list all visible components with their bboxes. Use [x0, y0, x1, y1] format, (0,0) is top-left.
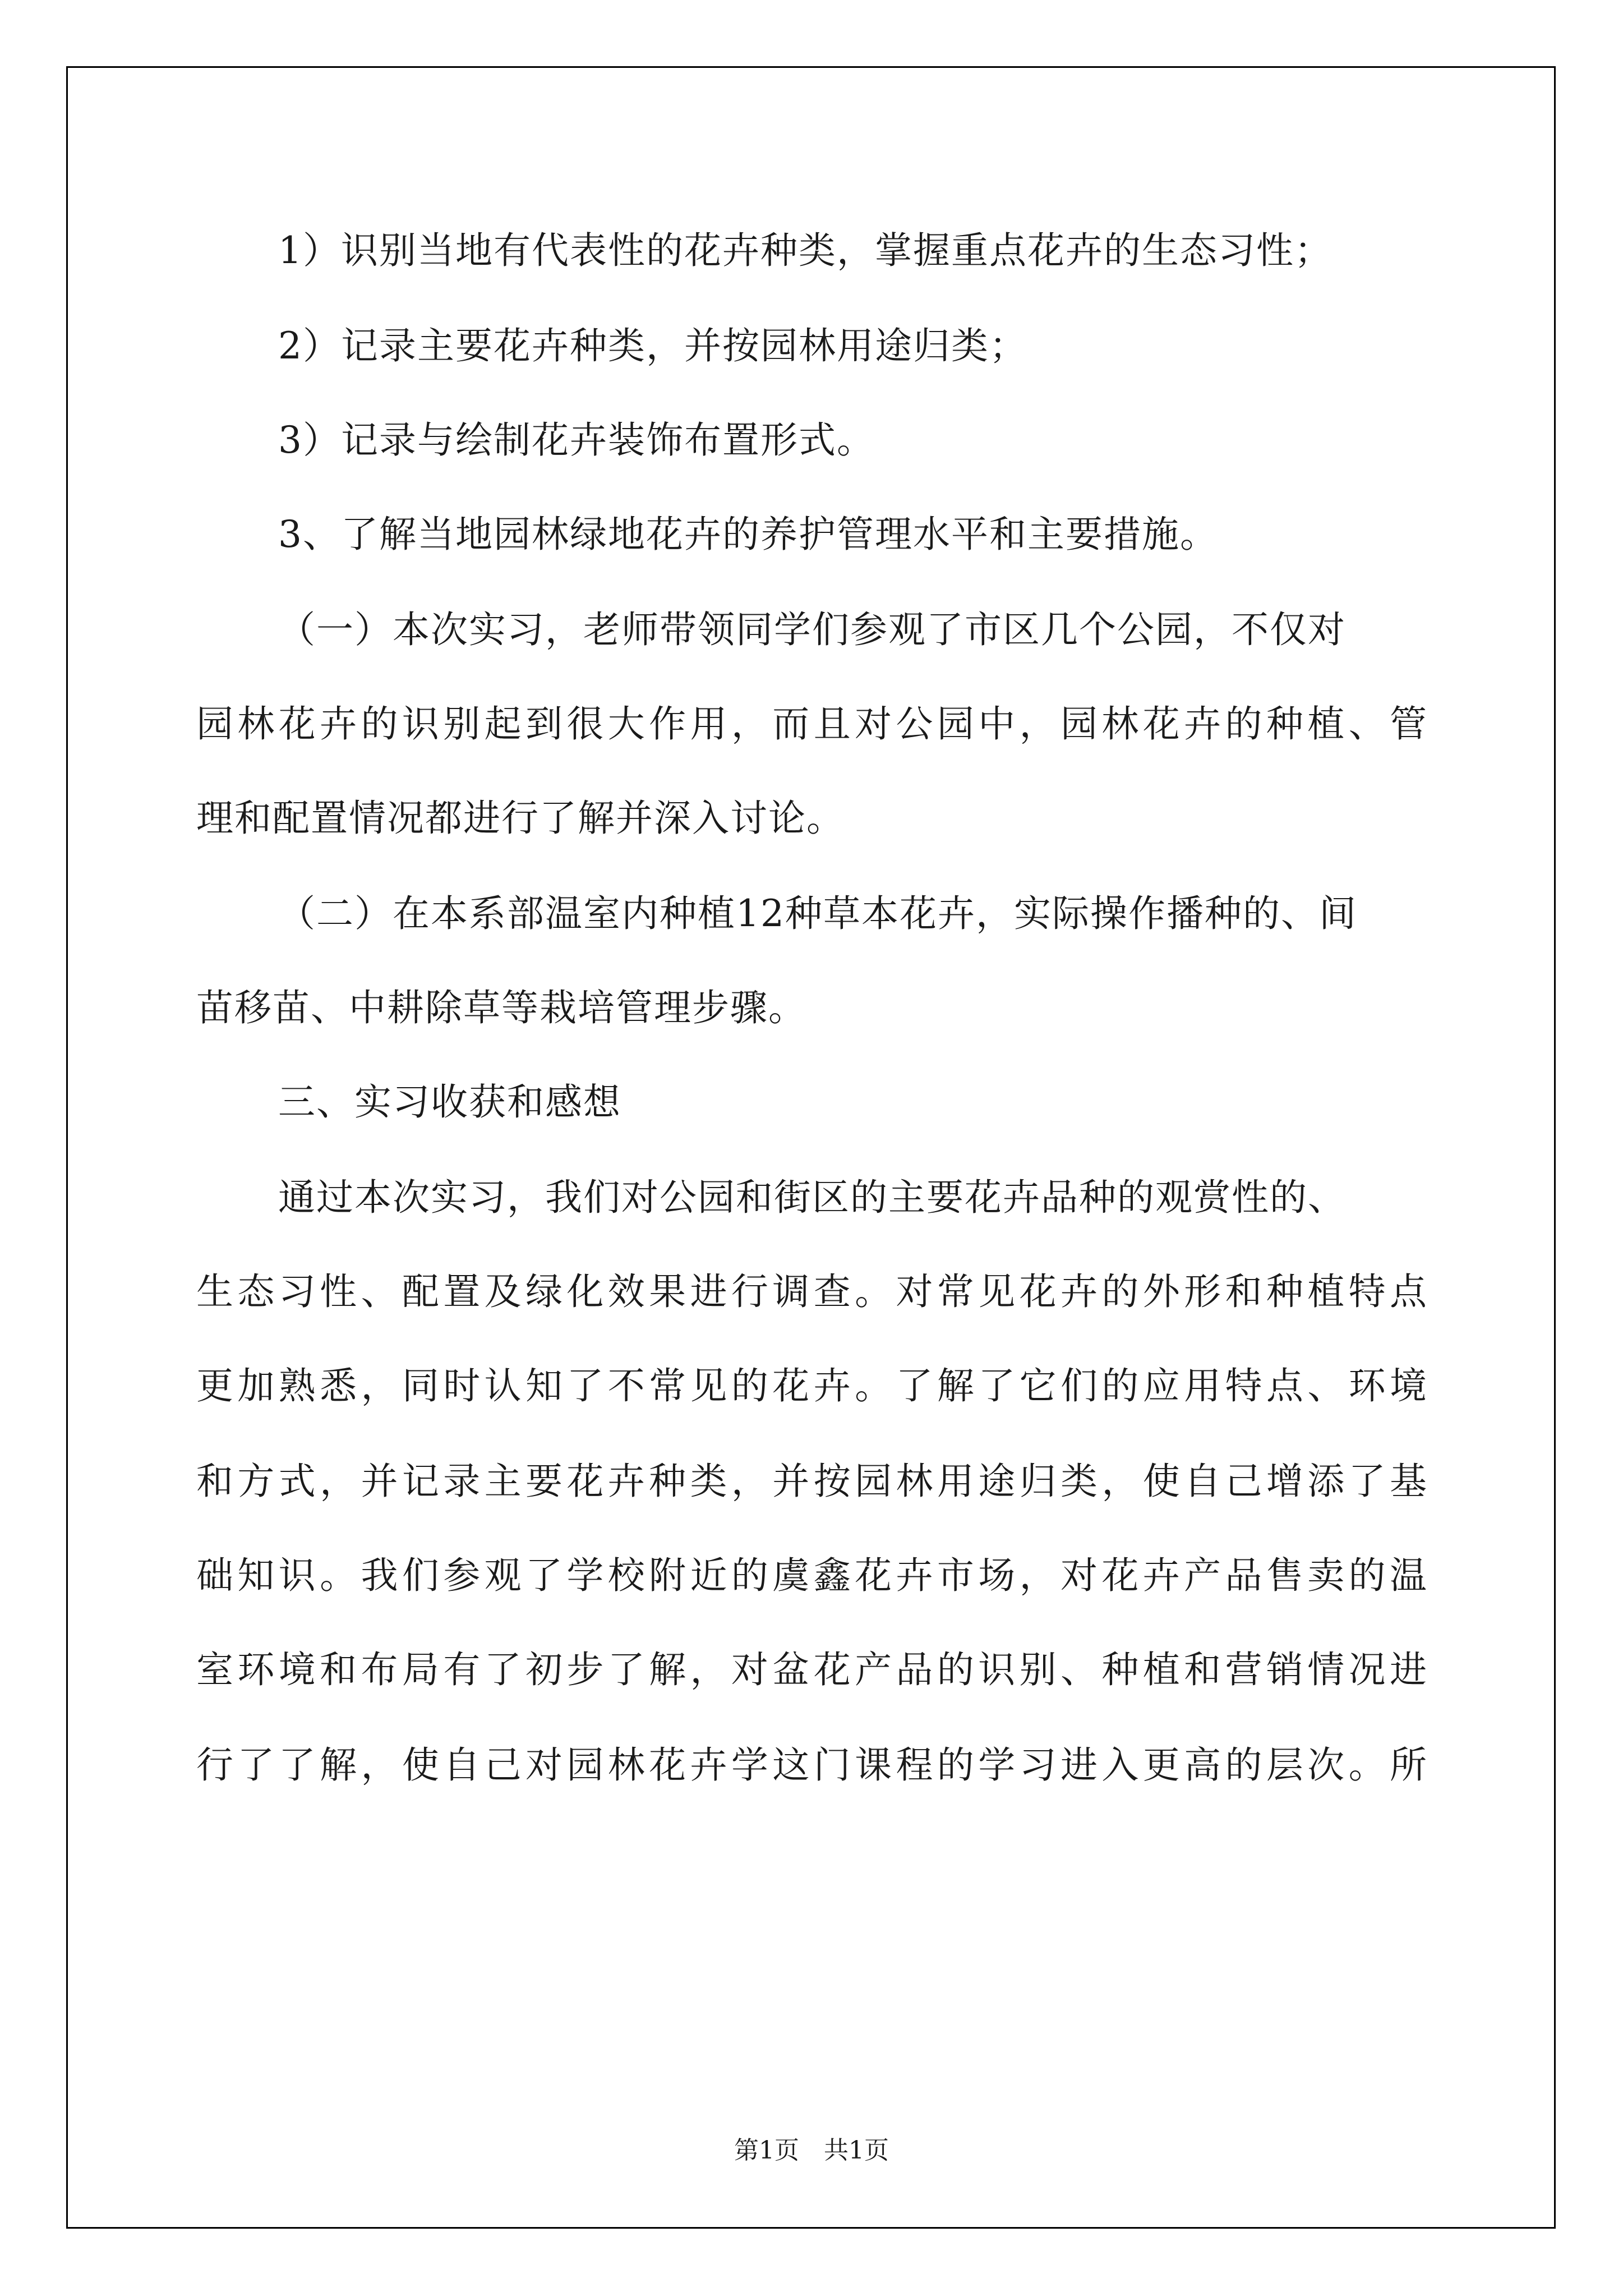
text-line: 和方式，并记录主要花卉种类，并按园林用途归类，使自己增添了基	[196, 1460, 1428, 1503]
text-line: 室环境和布局有了初步了解，对盆花产品的识别、种植和营销情况进	[196, 1648, 1428, 1691]
text-line: （一）本次实习，老师带领同学们参观了市区几个公园，不仅对	[278, 608, 1346, 651]
section-heading: 三、实习收获和感想	[278, 1080, 621, 1124]
text-line: 础知识。我们参观了学校附近的虞鑫花卉市场，对花卉产品售卖的温	[196, 1554, 1428, 1597]
text-line: 2）记录主要花卉种类，并按园林用途归类；	[278, 324, 1027, 367]
text-line: （二）在本系部温室内种植12种草本花卉，实际操作播种的、间	[278, 892, 1357, 935]
text-line: 1）识别当地有代表性的花卉种类，掌握重点花卉的生态习性；	[278, 229, 1332, 272]
text-line: 3）记录与绘制花卉装饰布置形式。	[278, 418, 875, 462]
text-line: 园林花卉的识别起到很大作用，而且对公园中，园林花卉的种植、管	[196, 702, 1428, 746]
text-line: 生态习性、配置及绿化效果进行调查。对常见花卉的外形和种植特点	[196, 1270, 1428, 1313]
text-line: 理和配置情况都进行了解并深入讨论。	[196, 797, 845, 840]
text-line: 行了了解，使自己对园林花卉学这门课程的学习进入更高的层次。所	[196, 1743, 1428, 1787]
page-number-footer: 第1页 共1页	[734, 2136, 889, 2165]
text-line: 苗移苗、中耕除草等栽培管理步骤。	[196, 986, 806, 1029]
text-line: 通过本次实习，我们对公园和街区的主要花卉品种的观赏性的、	[278, 1176, 1346, 1219]
text-line: 3、了解当地园林绿地花卉的养护管理水平和主要措施。	[278, 513, 1218, 556]
text-line: 更加熟悉，同时认知了不常见的花卉。了解了它们的应用特点、环境	[196, 1364, 1428, 1407]
page-border	[66, 66, 1556, 2229]
